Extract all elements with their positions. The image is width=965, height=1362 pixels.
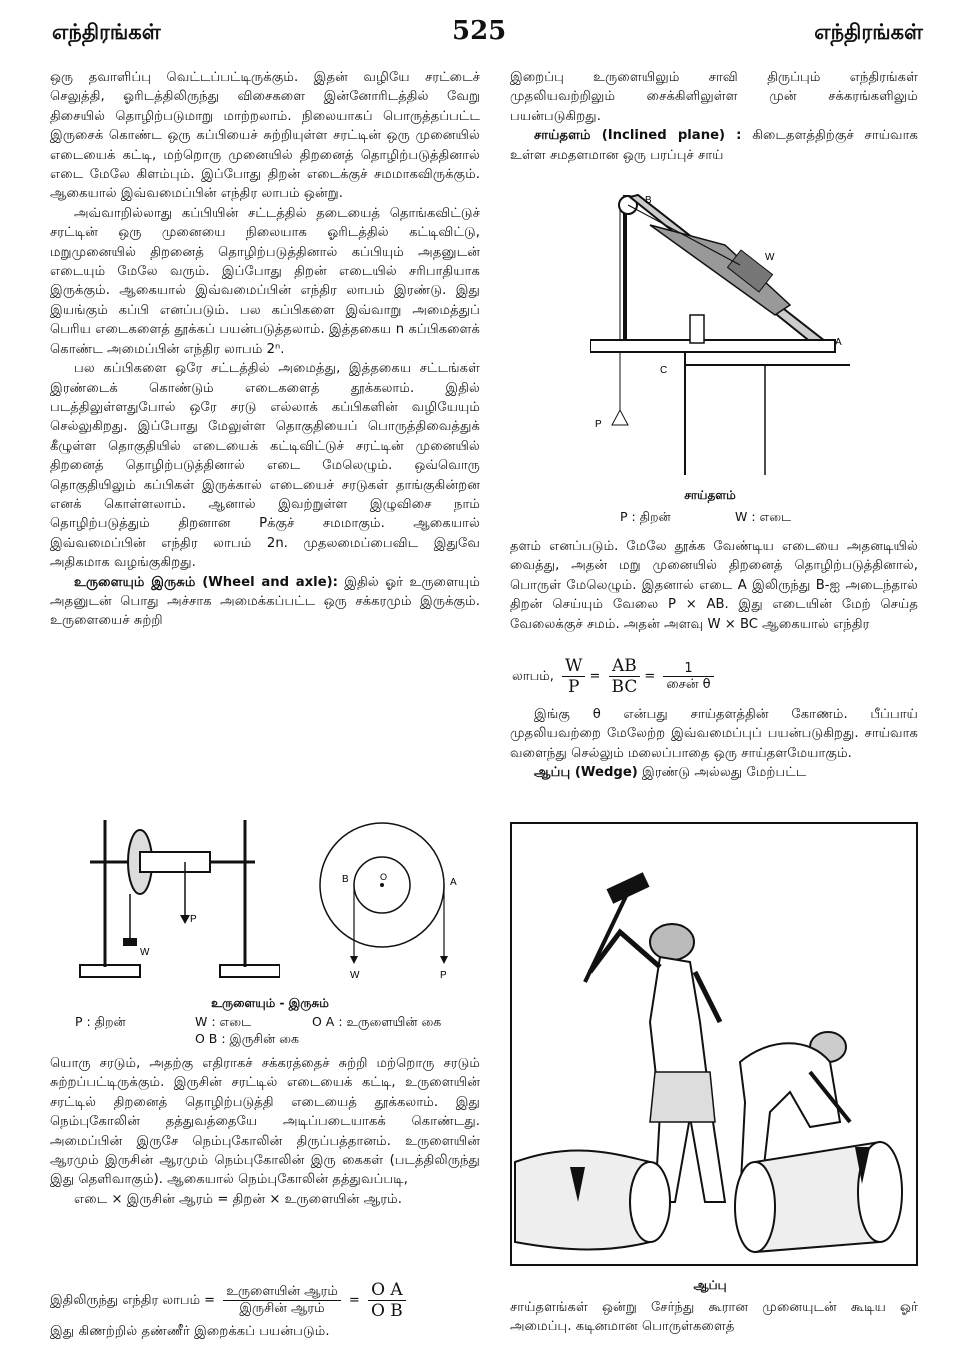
fraction-numerator: 1 bbox=[663, 661, 713, 677]
section-heading: உருளையும் இருசும் (Wheel and axle): bbox=[74, 574, 338, 590]
right-column-top bbox=[510, 68, 918, 165]
equation-line: எடை × இருசின் ஆரம் = திறன் × உருளையின் ஆரம். bbox=[74, 1191, 402, 1207]
fraction-denominator: P bbox=[568, 677, 580, 697]
label-b: B bbox=[645, 195, 652, 206]
legend-p: P : திறன் bbox=[75, 1014, 126, 1029]
section-heading: சாய்தளம் (Inclined plane) : bbox=[534, 128, 742, 144]
fraction-numerator: W bbox=[562, 656, 585, 677]
equation-lhs: லாபம், bbox=[512, 669, 554, 684]
label-w: W bbox=[140, 947, 150, 958]
paragraph: யொரு சரடும், அதற்கு எதிராகச் சக்கரத்தைச் சுற்றி மற்றொரு சரடும் சுற்றப்பட்டிருக்கும். இருசின் சரட்டில் எடையைக் கட்டி, உருளையின் சரட்டில் திறனைத் தொழிற்படுத்தி எடையைத் தூக்கலாம். இது நெம்புகோலின் தத்துவத்தையே அடிப்படையாகக் கொண்டது. அமைப்பின் இருசே நெம்புகோலின் திருப்பத்தானம். உருளையின் ஆரமும் இருசின் ஆரமும் நெம்புகோலின் இரு கைகள் (படத்திலிருந்து இது தெளிவாகும்). ஆகையால் நெம்புகோலின் தத்துவப்படி, bbox=[50, 1056, 480, 1188]
label-w: W bbox=[765, 252, 775, 263]
right-column-lower bbox=[510, 705, 918, 783]
last-line: இது கிணற்றில் தண்ணீர் இறைக்கப் பயன்படும். bbox=[50, 1324, 330, 1339]
paragraph: இறைப்பு உருளையிலும் சாவி திருப்பும் எந்திரங்கள் முதலியவற்றிலும் சைக்கிளிலுள்ள முன் சக்கரங்களிலும் பயன்படுகிறது. bbox=[510, 70, 918, 124]
paragraph-text: இரண்டு அல்லது மேற்பட்ட bbox=[642, 765, 807, 781]
paragraph: ஒரு தவாளிப்பு வெட்டப்பட்டிருக்கும். இதன் வழியே சரட்டைச் செலுத்தி, ஓரிடத்திலிருந்து விசைகளை இன்னோரிடத்தில் வேறு திசையில் தொழிற்படுமாறு மாற்றலாம். நிலையாகப் பொருத்தப்பட்ட இருசைக் கொண்ட ஒரு கப்பியைச் சுற்றியுள்ள சரட்டின் ஒரு முனையில் எடையைக் கட்டி, மற்றொரு முனையில் திறனைத் தொழிற்படுத்தினால் எடை மேலே கிளம்பும். இப்போது திறன் எடைக்குச் சமமாகவிருக்கும். ஆகையால் இவ்வமைப்பின் எந்திர லாபம் ஒன்று. bbox=[50, 70, 480, 202]
figure-caption: சாய்தளம் bbox=[684, 488, 736, 502]
label-p: P bbox=[595, 419, 602, 430]
paragraph bbox=[510, 763, 918, 782]
paragraph: தளம் எனப்படும். மேலே தூக்க வேண்டிய எடையை அதனடியில் வைத்து, அதன் மறு முனையில் திறனைத் தொழிற்படுத்தினால், பொருள் மேலெழும். இதனால் எடை A இலிருந்து B-ஐ அடைந்தால் திறன் செய்யும் வேலை P × AB. இது எடையின் மேற் செய்த வேலைக்குச் சமம். அதன் அளவு W × BC ஆகையால் எந்திர bbox=[510, 539, 918, 632]
left-column-top bbox=[50, 68, 480, 800]
page-number: 525 bbox=[452, 16, 507, 46]
wedge-illustration bbox=[510, 822, 920, 1272]
paragraph-text: கிடைதளத்திற்குச் சாய்வாக உள்ள சமதளமான ஒரு பரப்புச் சாய் bbox=[510, 128, 918, 163]
section-heading: ஆப்பு (Wedge) bbox=[534, 765, 638, 781]
paragraph: பல கப்பிகளை ஒரே சட்டத்தில் அமைத்து, இத்தகைய சட்டங்கள் இரண்டைக் கொண்டும் எடைகளைத் தூக்கலாம். இதில் படத்திலுள்ளதுபோல் ஒரே சரடு எல்லாக் கப்பிகளின் வழியேயும் செல்லுகிறது. இப்போது மேலுள்ள தொகுதியைப் பொருத்திவைத்துக் கீழுள்ள தொகுதியில் எடையைக் கட்டிவிட்டுச் சரட்டின் முனையில் திறனைத் தொழிற்படுத்தினால் எடை மேலெழும். ஒவ்வொரு தொகுதியிலும் கப்பிகள் இருக்கால் எடையைச் சரடுகள் தாங்குகின்றன எனக் கொள்ளலாம். ஆனால் இவற்றுள்ள இழுவிசை நாம் தொழிற்படுத்தும் திறனான Pக்குச் சமமாகும். ஆகையால் இவ்வமைப்பின் எந்திர லாபம் 2n. முதலமைப்பைவிட இதுவே அதிகமாக வழங்குகிறது. bbox=[50, 361, 480, 571]
legend-ob: O B : இருசின் கை bbox=[195, 1031, 299, 1046]
label-p: P bbox=[440, 970, 447, 981]
label-p: P bbox=[190, 914, 197, 925]
paragraph-text: இதில் ஓர் உருளையும் அதனுடன் பொது அச்சாக அமைக்கப்பட்ட ஒரு சக்கரமும் இருக்கும். உருளையைச் சுற்றி bbox=[50, 574, 480, 629]
inclined-plane-figure bbox=[590, 185, 850, 475]
paragraph: அவ்வாறில்லாது கப்பியின் சட்டத்தில் தடையைத் தொங்கவிட்டுச் சரட்டின் ஒரு முனையை நிலையாக ஓரிடத்தில் கட்டிவிட்டு, மறுமுனையில் திறனைத் தொழிற்படுத்தினால் கப்பியும் அதனுடன் எடையும் மேலே வரும். இப்போது திறன் எடையில் சரிபாதியாக இருக்கும். ஆகையால் இவ்வமைப்பின் எந்திர லாபம் இரண்டு. இது இயங்கும் கப்பி எனப்படும். பல கப்பிகளை இவ்வாறு அமைத்துப் பெரிய எடைகளைத் தூக்கப் பயன்படுத்தலாம். இத்தகைய n கப்பிகளைக் கொண்ட அமைப்பின் எந்திர லாபம் 2ⁿ. bbox=[50, 205, 480, 357]
label-b: B bbox=[342, 874, 349, 885]
figure-caption: உருளையும் - இருசும் bbox=[211, 996, 329, 1010]
equation-lhs: இதிலிருந்து எந்திர லாபம் = bbox=[50, 1293, 216, 1308]
label-w: W bbox=[350, 970, 360, 981]
legend-oa: O A : உருளையின் கை bbox=[312, 1014, 442, 1029]
legend-w: W : எடை bbox=[195, 1014, 252, 1029]
paragraph bbox=[510, 126, 918, 165]
right-column-bottom bbox=[510, 1298, 918, 1337]
fraction-denominator: இருசின் ஆரம் bbox=[239, 1301, 325, 1316]
equation-inclined-plane: லாபம், $\frac{W}{P}$ = $\frac{AB}{BC}$ = $\frac{1}{\text{சைன் θ}}$ bbox=[512, 656, 718, 697]
paragraph bbox=[50, 573, 480, 631]
label-o: O bbox=[380, 872, 388, 882]
right-column-mid bbox=[510, 537, 918, 634]
label-c: C bbox=[660, 365, 668, 376]
running-head-left: எந்திரங்கள் bbox=[52, 20, 161, 44]
equation-mechanical-advantage: இதிலிருந்து எந்திர லாபம் = $\frac{\text{உருளையின் ஆரம்}}{\text{இருசின் ஆரம்}}$ = $\frac{\text{O A}}{\text{O B}}$ bbox=[50, 1280, 410, 1321]
paragraph: இங்கு θ என்பது சாய்தளத்தின் கோணம். பீப்பாய் முதலியவற்றை மேலேற்ற இவ்வமைப்புப் பயன்படுகிறது. சாய்வாக வளைந்து செல்லும் மலைப்பாதை ஒரு சாய்தளமேயாகும். bbox=[510, 707, 918, 761]
legend-w: W : எடை bbox=[735, 509, 792, 524]
fraction-numerator: O A bbox=[368, 1280, 406, 1301]
left-column-bottom bbox=[50, 1054, 480, 1254]
fraction-numerator: AB bbox=[609, 656, 641, 677]
fraction-denominator: சைன் θ bbox=[666, 676, 711, 692]
fraction-denominator: BC bbox=[611, 677, 638, 697]
running-head-right: எந்திரங்கள் bbox=[814, 20, 923, 44]
legend-p: P : திறன் bbox=[620, 509, 671, 524]
fraction-numerator: உருளையின் ஆரம் bbox=[223, 1284, 341, 1301]
label-a: A bbox=[835, 337, 842, 348]
wheel-and-axle-diagram bbox=[310, 810, 480, 990]
paragraph: சாய்தளங்கள் ஒன்று சேர்ந்து கூரான முனையுடன் கூடிய ஓர் அமைப்பு. கடினமான பொருள்களைத் bbox=[510, 1300, 918, 1335]
wheel-and-axle-apparatus bbox=[70, 810, 280, 990]
label-a: A bbox=[450, 877, 457, 888]
fraction-denominator: O B bbox=[370, 1301, 403, 1321]
figure-caption: ஆப்பு bbox=[693, 1278, 727, 1292]
